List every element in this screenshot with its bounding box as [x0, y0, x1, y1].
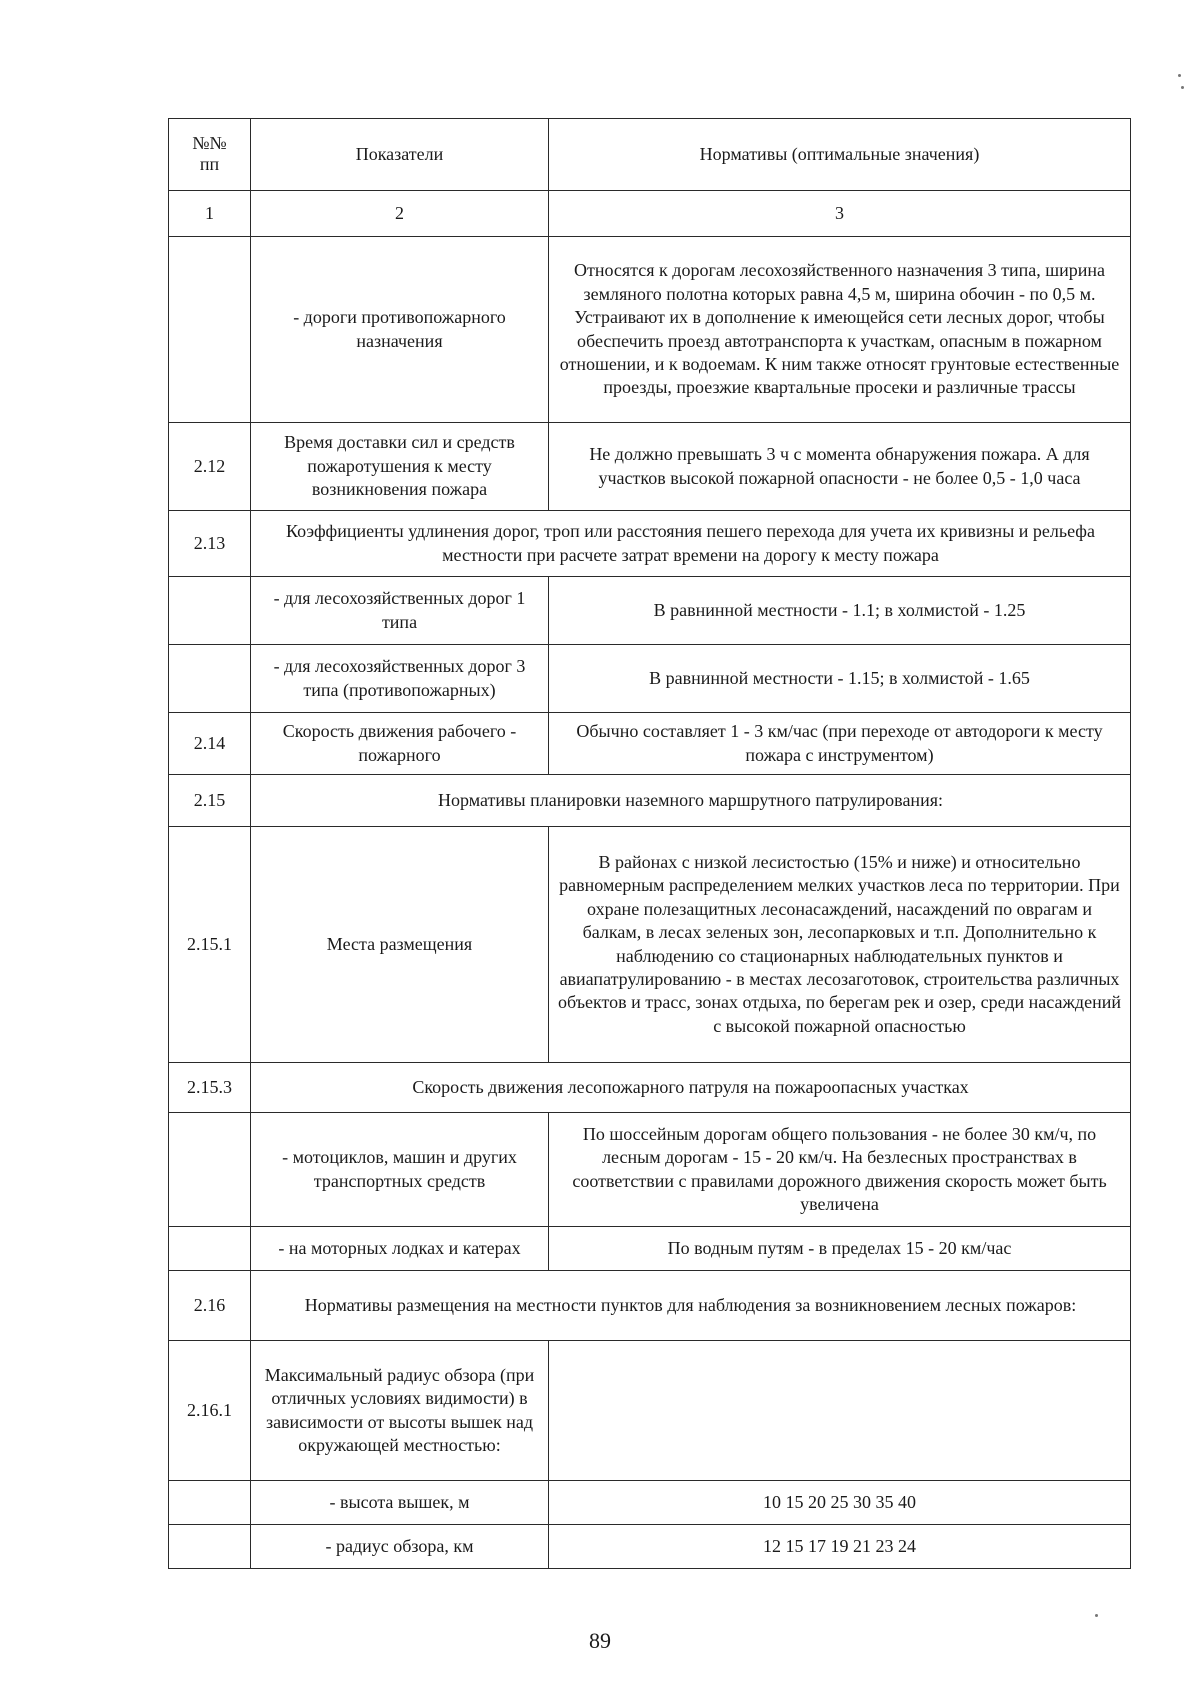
column-index-3: 3 — [549, 191, 1131, 237]
row-indicator: - дороги противопожарного назначения — [251, 237, 549, 423]
row-number — [169, 1481, 251, 1525]
row-norm: По шоссейным дорогам общего пользования - не более 30 км/ч, по лесным дорогам - 15 - 20 км/ч. На безлесных пространствах в соответствии с правилами дорожного движения скорость может быть увеличена — [549, 1113, 1131, 1227]
row-norm: Обычно составляет 1 - 3 км/час (при переходе от автодороги к месту пожара с инструментом) — [549, 713, 1131, 775]
table-row — [169, 511, 1131, 577]
row-norm: В равнинной местности - 1.15; в холмистой - 1.65 — [549, 645, 1131, 713]
column-index-1: 1 — [169, 191, 251, 237]
row-norm: 12 15 17 19 21 23 24 — [549, 1525, 1131, 1569]
header-norms: Нормативы (оптимальные значения) — [549, 119, 1131, 191]
scan-speck — [1178, 74, 1181, 77]
row-section-title: Коэффициенты удлинения дорог, троп или расстояния пешего перехода для учета их кривизны и рельефа местности при расчете затрат времени на дорогу к месту пожара — [251, 511, 1131, 577]
row-indicator: - высота вышек, м — [251, 1481, 549, 1525]
row-indicator: - для лесохозяйственных дорог 1 типа — [251, 577, 549, 645]
row-number — [169, 577, 251, 645]
table-header-row — [169, 119, 1131, 191]
row-number — [169, 237, 251, 423]
row-norm: В равнинной местности - 1.1; в холмистой - 1.25 — [549, 577, 1131, 645]
table-row — [169, 423, 1131, 511]
row-number — [169, 1525, 251, 1569]
scan-speck — [1095, 1614, 1098, 1617]
row-number: 2.13 — [169, 511, 251, 577]
page-number: 89 — [589, 1628, 611, 1653]
table-row — [169, 1113, 1131, 1227]
table-row — [169, 1525, 1131, 1569]
table-row — [169, 1481, 1131, 1525]
row-number: 2.14 — [169, 713, 251, 775]
table-row — [169, 1063, 1131, 1113]
header-number-label: №№ пп — [192, 132, 227, 175]
row-number: 2.15.1 — [169, 827, 251, 1063]
row-number: 2.16.1 — [169, 1341, 251, 1481]
table-row — [169, 577, 1131, 645]
row-indicator: - для лесохозяйственных дорог 3 типа (противопожарных) — [251, 645, 549, 713]
row-indicator: Места размещения — [251, 827, 549, 1063]
table-row — [169, 775, 1131, 827]
row-norm: В районах с низкой лесистостью (15% и ниже) и относительно равномерным распределением мелких участков леса по территории. При охране полезащитных лесонасаждений, насаждений по оврагам и балкам, в лесах зеленых зон, лесопарковых и т.п. Дополнительно к наблюдению со стационарных наблюдательных пунктов и авиапатрулированию - в местах лесозаготовок, строительства различных объектов и трасс, зонах отдыха, по берегам рек и озер, среди насаждений с высокой пожарной опасностью — [549, 827, 1131, 1063]
row-norm: 10 15 20 25 30 35 40 — [549, 1481, 1131, 1525]
table-row — [169, 1341, 1131, 1481]
row-number — [169, 645, 251, 713]
row-section-title: Нормативы планировки наземного маршрутного патрулирования: — [251, 775, 1131, 827]
row-norm: Относятся к дорогам лесохозяйственного назначения 3 типа, ширина земляного полотна которых равна 4,5 м, ширина обочин - по 0,5 м. Устраивают их в дополнение к имеющейся сети лесных дорог, чтобы обеспечить проезд автотранспорта к участкам, опасным в пожарном отношении, и к водоемам. К ним также относят грунтовые естественные проезды, проезжие квартальные просеки и различные трассы — [549, 237, 1131, 423]
row-number — [169, 1113, 251, 1227]
header-indicators: Показатели — [251, 119, 549, 191]
row-number: 2.15 — [169, 775, 251, 827]
normatives-table — [168, 118, 1131, 1569]
row-indicator: Максимальный радиус обзора (при отличных условиях видимости) в зависимости от высоты вышек над окружающей местностью: — [251, 1341, 549, 1481]
row-norm — [549, 1341, 1131, 1481]
row-number — [169, 1227, 251, 1271]
row-indicator: Скорость движения рабочего - пожарного — [251, 713, 549, 775]
header-number — [169, 119, 251, 191]
row-indicator: - мотоциклов, машин и других транспортных средств — [251, 1113, 549, 1227]
row-section-title: Скорость движения лесопожарного патруля на пожароопасных участках — [251, 1063, 1131, 1113]
column-index-2: 2 — [251, 191, 549, 237]
table-row — [169, 827, 1131, 1063]
row-indicator: - радиус обзора, км — [251, 1525, 549, 1569]
column-index-row — [169, 191, 1131, 237]
row-norm: Не должно превышать 3 ч с момента обнаружения пожара. А для участков высокой пожарной опасности - не более 0,5 - 1,0 часа — [549, 423, 1131, 511]
row-norm: По водным путям - в пределах 15 - 20 км/час — [549, 1227, 1131, 1271]
row-indicator: - на моторных лодках и катерах — [251, 1227, 549, 1271]
row-indicator: Время доставки сил и средств пожаротушения к месту возникновения пожара — [251, 423, 549, 511]
row-section-title: Нормативы размещения на местности пунктов для наблюдения за возникновением лесных пожаров: — [251, 1271, 1131, 1341]
table-row — [169, 645, 1131, 713]
row-number: 2.16 — [169, 1271, 251, 1341]
scan-speck — [1181, 86, 1184, 89]
table-row — [169, 1271, 1131, 1341]
table-row — [169, 1227, 1131, 1271]
table-row — [169, 713, 1131, 775]
table-row — [169, 237, 1131, 423]
row-number: 2.12 — [169, 423, 251, 511]
row-number: 2.15.3 — [169, 1063, 251, 1113]
